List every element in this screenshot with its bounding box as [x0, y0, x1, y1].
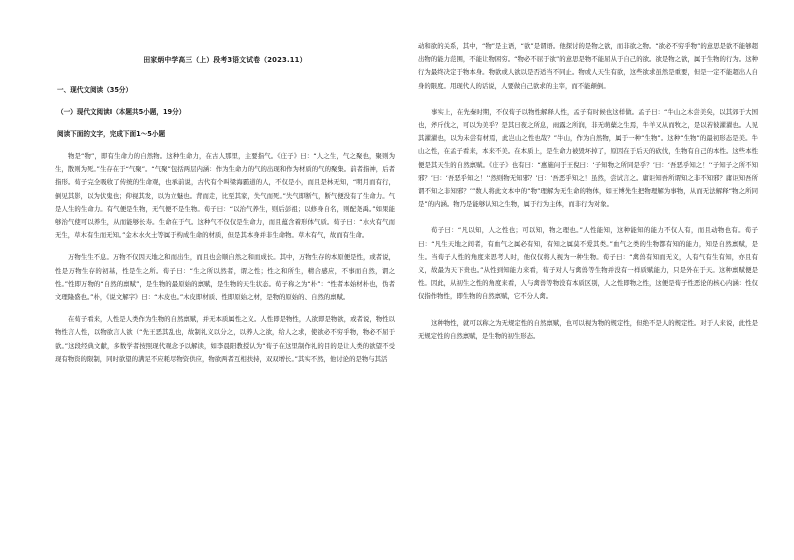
body-paragraph: 事实上，在先秦时期，不仅荀子以物性解释人性，孟子有时候也这样做。孟子曰：“牛山之木尝美矣，以其郊于大国也，斧斤伐之，可以为美乎？是其日夜之所息，雨露之所润，非无萌蘖之生焉，牛羊又从而牧之，是以若彼濯濯也。人见其濯濯也，以为未尝有材焉，此岂山之性也哉？”牛山，作为自然物，属于一种“生物”。这种“生物”的最初形态是美。牛山之性，在孟子看来，本来不美。在本质上，是生命力被毁坏掉了，原因在于后天的砍伐，生物有自己的本性。这些本性便是其天生的自然禀赋。《庄子》也有曰：“惠施问于王倪曰：‘子知物之所同是乎？’曰：‘吾恶乎知之！’‘子知子之所不知邪？’曰：‘吾恶乎知之！’‘然则物无知邪？’曰：‘吾恶乎知之！虽然，尝试言之。庸讵知吾所谓知之非不知邪？庸讵知吾所谓不知之非知邪？’”数人将此文本中的“物”理解为无生命的物体，如王博先生把物理解为事物，从而无法解释“物之所同是”的内涵。物乃是能够认知之生物，属于行为主体，而非行为对象。	[418, 107, 758, 209]
left-column	[55, 40, 395, 375]
body-paragraph: 动和欲的关系，其中，“物”是主语，“欲”是谓语。他探讨的是物之欲，而非欲之物。“欲必不穷乎物”的意思是欲不能够超出物的能力范围，不能让物困穷。“物必不屈于欲”的意思是物不能屈从于自己的欲。欲是物之欲，属于生物的行为。这种行为最终决定于物本身。物欲或人欲以是否适当不同止。物或人天生有欲，这些欲求虽然是重要，但是一定不能超出人自身的限度。用现代人的话说，人要做自己欲求的主宰，而不能颠倒。	[418, 42, 758, 90]
reading-instruction: 阅读下面的文字，完成下面1～5小题	[57, 130, 166, 138]
body-paragraph: 在荀子看来，人性是人类作为生物的自然禀赋，并无本质属性之义。人性即是物性，人欲即是物欲，或者说，物性以物性言人性，以物欲言人欲（“先王恶其乱也，故制礼义以分之，以养人之欲，给人之求，使欲必不穷乎物，物必不屈于欲。”这段经典文献，多数学者按照现代观念予以解读，如李晨阳教授认为“荀子在这里制作礼的目的是让人类的欲望不受现有物资的限制，同时欲望的满足不应耗尽物资供应，物欲两者互相扶持，双双增长。”其实不然，他讨论的是物与其活	[55, 315, 395, 363]
body-paragraph: 荀子曰：“凡以知，人之性也；可以知，物之理也。”人性能知，这种能知的能力不仅人有，而且动物也有。荀子曰：“凡生天地之间者，有血气之属必有知，有知之属莫不爱其类。”血气之类的生物都有知的能力，知是自然禀赋，是生。当荀子人性的角度来思考人时，他仅仅将人视为一种生物。荀子曰：“禽兽有知而无义，人有气有生有知，亦且有义，故最为天下贵也。”从性到知能力来看，荀子对人与禽兽等生物并没有一样质赋能力，只是外在于天。这种禀赋便是性。因此，从初生之性的角度来看，人与禽兽等物没有本质区别，人之性即物之性，这便是荀子性恶论的核心内涵：性仅仅指作物性，即生物的自然禀赋，它不分人禽。	[418, 226, 758, 301]
right-column	[418, 40, 758, 356]
section-heading: 一、现代文阅读（35分）	[57, 86, 133, 94]
body-paragraph: 物是“物”，即有生命力的自然物。这种生命力，在古人那里，主要指气。《庄子》曰：“人之生，气之聚也，聚则为生，散则为死。”生存在于“气聚”。“气聚”包括两层内涵：作为生命力的气的出现和作为材质的气的聚集。前者指神，后者指形。荀子完全吸收了传统的生命观，也承前说，古代有个叫梁海霸道的人，不仅是小，而且是林无知，“明月而有行，倒见其影，以为伏鬼也；仰视其发，以为立魅也。背而走，比至其家，失气而死。”失气即断气，断气便没有了生命力。气是人生的生命力。有气便是生物，无气便不是生物。荀子曰：“以治气养生，则后彭祖；以修身自名，则配尧禹。”如果能够治气使可以养生，从而能够长寿。生命在于气。这种气不仅仅是生命力，而且蕴含着形体气质。荀子曰：“水火有气而无生，草木有生而无知。”金木水火土等属于构成生命的材质，但是其本身并非生命物。草木有气，故而有生命。	[55, 152, 395, 240]
body-paragraph: 这种物性，就可以称之为无规定性的自然禀赋，也可以视为物的规定性，但绝不是人的规定性。对于人来说，此性是无规定性的自然禀赋，是生物的初生形态。	[418, 318, 758, 340]
body-paragraph: 万物生生不息。万物不仅因天地之和而出生，而且也会顺自然之和而成长。其中，万物生存的本原便是性，或者说，性是万物生存的初基，性是生之所。荀子曰：“生之所以然者，谓之性；性之和所生，精合感应，不事而自然，谓之性。”性即万物的“自然的禀赋”，是生物的最原始的禀赋，是生物的天生状态。荀子称之为“朴”：“性者本始材朴也，伪者文理隆盛也。”朴，《说文解字》曰：“木皮也。”木皮即材质、性即原始之材，是物的原始的、自然的禀赋。	[55, 253, 395, 302]
subsection-heading: （一）现代文阅读Ⅰ（本题共5小题，19分）	[57, 108, 186, 116]
exam-title: 田家炳中学高三（上）段考3语文试卷（2023.11）	[143, 56, 307, 64]
